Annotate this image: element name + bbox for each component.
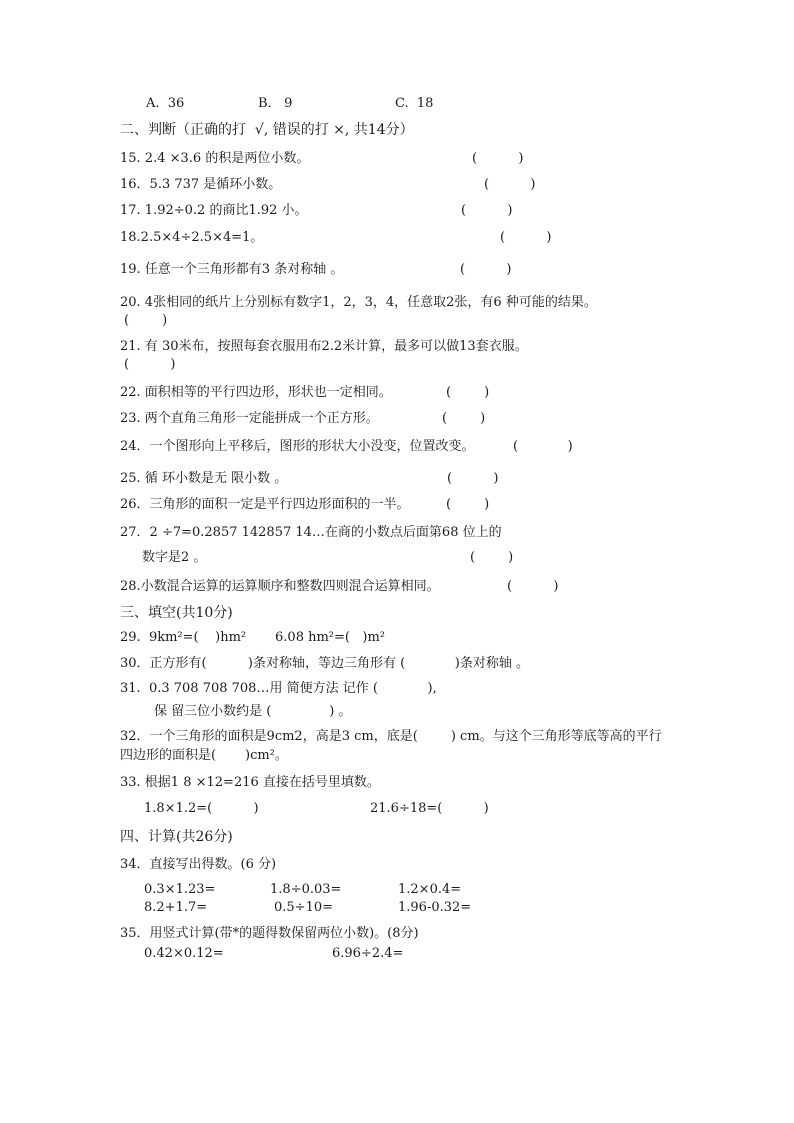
calc-item: 6.96÷2.4= bbox=[332, 946, 404, 961]
calc-item: 1.96-0.32= bbox=[398, 900, 472, 915]
question-30: 30．正方形有( )条对称轴，等边三角形有 ( )条对称轴 。 bbox=[120, 656, 530, 671]
question-17: 17. 1.92÷0.2 的商比1.92 小。 bbox=[120, 203, 308, 218]
question-32: 32．一个三角形的面积是9cm2，高是3 cm，底是( ) cm。与这个三角形等底等高的平行 bbox=[120, 729, 662, 744]
question-33-a: 1.8×1.2=( ) bbox=[144, 801, 259, 816]
question-18: 18.2.5×4÷2.5×4=1。 bbox=[120, 230, 264, 245]
answer-paren-17: ( ) bbox=[461, 203, 513, 218]
calc-item: 0.5÷10= bbox=[274, 900, 334, 915]
answer-paren-20: ( ) bbox=[124, 313, 168, 328]
calc-item: 0.3×1.23= bbox=[144, 882, 216, 897]
answer-paren-24: ( ) bbox=[513, 439, 573, 454]
question-23: 23. 两个直角三角形一定能拼成一个正方形。 bbox=[120, 411, 379, 426]
question-25: 25. 循 环小数是无 限小数 。 bbox=[120, 471, 288, 486]
question-27: 27．2 ÷7=0.2857 142857 14…在商的小数点后面第68 位上的 bbox=[120, 525, 502, 540]
question-19: 19. 任意一个三角形都有3 条对称轴 。 bbox=[120, 262, 344, 277]
question-15: 15. 2.4 ×3.6 的积是两位小数。 bbox=[120, 151, 310, 166]
question-29: 29. 9km²=( )hm² 6.08 hm²=( )m² bbox=[120, 630, 385, 645]
calc-item: 1.2×0.4= bbox=[398, 882, 462, 897]
question-21: 21. 有 30米布，按照每套衣服用布2.2米计算，最多可以做13套衣服。 bbox=[120, 339, 528, 354]
question-16: 16．5.3 737 是循环小数。 bbox=[120, 177, 282, 192]
section-title-judgement: 二、判断（正确的打 √, 错误的打 ×, 共14分） bbox=[120, 122, 414, 138]
question-31-cont: 保 留三位小数约是 ( ) 。 bbox=[154, 704, 352, 719]
question-20: 20. 4张相同的纸片上分别标有数字1，2，3，4，任意取2张，有6 种可能的结果。 bbox=[120, 295, 597, 310]
question-27-cont: 数字是2 。 bbox=[142, 550, 207, 565]
answer-paren-26: ( ) bbox=[446, 497, 490, 512]
answer-paren-18: ( ) bbox=[500, 230, 552, 245]
answer-paren-22: ( ) bbox=[446, 385, 490, 400]
question-28: 28.小数混合运算的运算顺序和整数四则混合运算相同。 bbox=[120, 579, 440, 594]
question-24: 24．一个图形向上平移后，图形的形状大小没变，位置改变。 bbox=[120, 439, 475, 454]
answer-paren-23: ( ) bbox=[442, 411, 486, 426]
answer-paren-28: ( ) bbox=[507, 579, 559, 594]
option-c: C. 18 bbox=[395, 96, 434, 111]
question-32-cont: 四边形的面积是( )cm²。 bbox=[120, 748, 288, 763]
question-33-b: 21.6÷18=( ) bbox=[370, 801, 489, 816]
calc-item: 8.2+1.7= bbox=[144, 900, 208, 915]
answer-paren-15: ( ) bbox=[472, 151, 524, 166]
question-33: 33. 根据1 8 ×12=216 直接在括号里填数。 bbox=[120, 775, 380, 790]
question-31: 31. 0.3 708 708 708…用 简便方法 记作 ( ), bbox=[120, 681, 437, 696]
question-34: 34．直接写出得数。(6 分) bbox=[120, 857, 277, 872]
answer-paren-27: ( ) bbox=[470, 550, 514, 565]
question-22: 22. 面积相等的平行四边形，形状也一定相同。 bbox=[120, 385, 392, 400]
section-title-fill-blank: 三、填空(共10分) bbox=[120, 605, 233, 621]
answer-paren-16: ( ) bbox=[484, 177, 536, 192]
section-title-calculation: 四、计算(共26分) bbox=[120, 829, 233, 845]
question-26: 26．三角形的面积一定是平行四边形面积的一半。 bbox=[120, 497, 410, 512]
answer-paren-25: ( ) bbox=[447, 471, 499, 486]
calc-item: 1.8÷0.03= bbox=[270, 882, 342, 897]
option-a: A. 36 bbox=[146, 96, 185, 111]
calc-item: 0.42×0.12= bbox=[144, 946, 224, 961]
option-b: B. 9 bbox=[258, 96, 293, 111]
question-35: 35．用竖式计算(带*的题得数保留两位小数)。(8分) bbox=[120, 926, 419, 941]
answer-paren-19: ( ) bbox=[460, 262, 512, 277]
answer-paren-21: ( ) bbox=[124, 357, 176, 372]
